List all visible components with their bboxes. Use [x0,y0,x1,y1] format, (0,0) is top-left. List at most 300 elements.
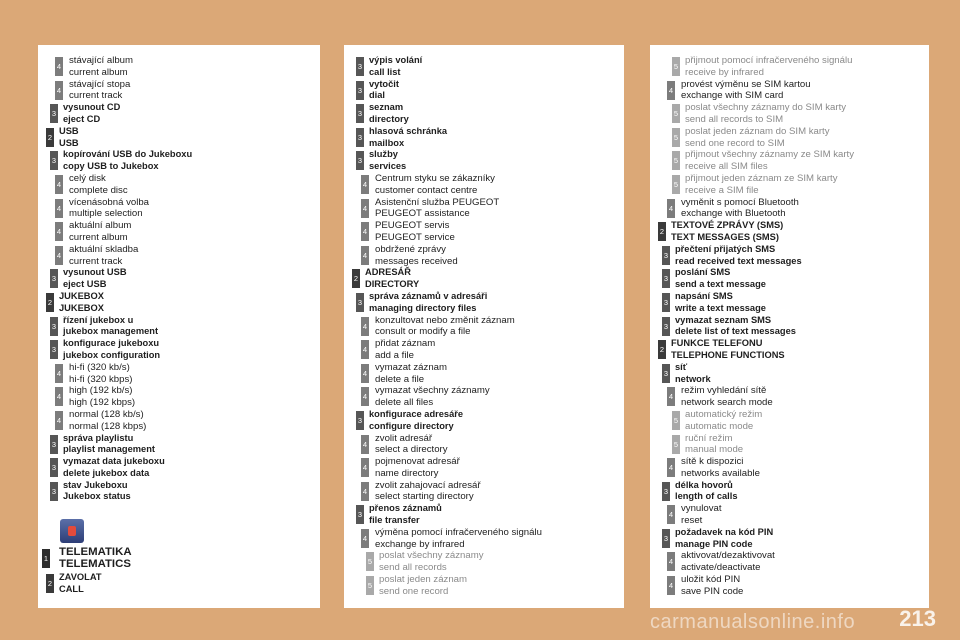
level-badge: 5 [672,411,680,430]
menu-item-text [69,197,149,221]
menu-item-level-5 [650,409,929,433]
menu-item-label-cz: napsání SMS [675,290,733,301]
menu-item-text [681,456,760,480]
menu-item-text [375,315,515,339]
menu-column-3 [650,45,929,608]
menu-item-label-en: activate/deactivate [681,562,761,574]
menu-item-label-cz: PEUGEOT servis [375,220,450,232]
level-badge: 3 [50,482,58,501]
level-badge: 5 [366,576,374,595]
menu-item-text [59,572,102,596]
menu-item-label-cz: pojmenovat adresář [375,456,460,468]
menu-item-label-en: dial [369,90,386,101]
menu-item-text [69,79,130,103]
menu-item-label-en: automatic mode [685,420,754,432]
menu-item-label-en: consult or modify a file [375,326,471,338]
menu-item-level-4 [650,503,929,527]
menu-item-level-3 [38,102,320,126]
menu-item-label-cz: JUKEBOX [59,290,104,301]
menu-item-text [69,244,138,268]
level-badge: 4 [55,222,63,241]
menu-item-level-3 [38,149,320,173]
menu-item-text [369,503,442,527]
menu-item-label-cz: přijmout jeden záznam ze SIM karty [685,172,838,184]
level-badge: 2 [658,222,666,241]
menu-item-level-4 [344,527,624,551]
menu-item-label-en: services [369,161,407,172]
menu-item-label-en: USB [59,137,79,148]
menu-item-level-4 [344,385,624,409]
menu-item-label-en: send one record to SIM [685,137,785,149]
menu-item-text [675,480,738,504]
menu-item-level-4 [344,197,624,221]
menu-item-level-5 [650,173,929,197]
level-badge: 2 [352,269,360,288]
menu-item-label-cz: automatický režim [685,408,763,420]
level-badge: 5 [672,104,680,123]
menu-item-level-4 [344,315,624,339]
menu-item-text [681,574,743,598]
menu-item-label-cz: hi-fi (320 kb/s) [69,361,130,373]
menu-item-text [369,291,487,315]
menu-item-text [379,550,484,574]
menu-item-level-3 [650,291,929,315]
menu-item-text [375,244,458,268]
level-badge: 2 [658,340,666,359]
level-badge: 3 [50,317,58,336]
menu-item-label-cz: vymazat záznam [375,361,447,373]
level-badge: 3 [50,151,58,170]
level-badge: 3 [662,269,670,288]
menu-item-level-3 [344,291,624,315]
menu-item-label-en: exchange with SIM card [681,90,784,102]
level-badge: 3 [50,435,58,454]
level-badge: 4 [361,340,369,359]
menu-item-text [685,433,743,457]
menu-item-text [671,220,783,244]
menu-item-label-cz: ZAVOLAT [59,572,102,583]
menu-item-label-cz: výpis volání [369,55,423,65]
menu-item-label-en: current track [69,90,123,102]
watermark: carmanualsonline.info [650,611,856,633]
menu-item-label-cz: aktuální album [69,220,132,232]
menu-item-text [675,315,796,339]
menu-item-text [681,503,722,527]
menu-item-text [63,338,160,362]
menu-item-level-2 [38,126,320,150]
menu-item-label-cz: vytočit [369,78,399,89]
menu-item-label-cz: Centrum styku se zákazníky [375,172,495,184]
menu-item-text [681,197,799,221]
menu-item-text [375,527,542,551]
level-badge: 3 [662,246,670,265]
menu-item-text [63,315,158,339]
menu-item-text [369,409,463,433]
level-badge: 5 [672,151,680,170]
menu-item-label-en: networks available [681,467,760,479]
level-badge: 4 [361,482,369,501]
menu-item-label-en: customer contact centre [375,184,478,196]
menu-item-text [685,149,854,173]
menu-item-label-cz: aktivovat/dezaktivovat [681,550,775,562]
menu-item-label-en: delete list of text messages [675,326,796,337]
menu-item-level-4 [344,480,624,504]
menu-item-label-cz: režim vyhledání sítě [681,385,767,397]
menu-item-label-en: current album [69,66,128,78]
menu-item-label-cz: aktuální skladba [69,243,139,255]
menu-item-label-cz: správa záznamů v adresáři [369,290,488,301]
menu-item-text [369,102,409,126]
menu-item-label-en: file transfer [369,515,420,526]
menu-item-label-en: configure directory [369,420,454,431]
menu-item-text [681,550,775,574]
menu-item-label-en: PEUGEOT assistance [375,208,470,220]
menu-item-label-en: TELEMATICS [59,558,131,571]
level-badge: 4 [55,199,63,218]
menu-item-label-cz: seznam [369,102,404,113]
menu-item-text [685,126,830,150]
menu-item-text [375,362,447,386]
menu-item-label-cz: uložit kód PIN [681,574,741,586]
menu-item-label-cz: normal (128 kb/s) [69,408,144,420]
menu-item-level-5 [650,433,929,457]
menu-item-text [369,55,422,79]
menu-item-level-5 [650,126,929,150]
menu-item-text [375,433,448,457]
telematics-icon [60,519,84,543]
menu-item-label-en: managing directory files [369,302,477,313]
menu-item-level-4 [344,173,624,197]
menu-item-text [63,433,155,457]
menu-item-label-en: PEUGEOT service [375,231,455,243]
menu-item-level-4 [38,409,320,433]
menu-item-level-3 [650,480,929,504]
menu-item-label-en: CALL [59,584,84,595]
menu-item-level-4 [38,197,320,221]
level-badge: 4 [361,435,369,454]
level-badge: 4 [667,81,675,100]
level-badge: 3 [662,293,670,312]
menu-item-text [675,291,766,315]
menu-item-label-en: DIRECTORY [365,279,420,290]
menu-item-text [59,126,79,150]
menu-item-text [375,385,490,409]
menu-item-text [59,291,104,315]
menu-item-label-cz: přečtení přijatých SMS [675,243,776,254]
menu-column-1 [38,45,320,608]
menu-item-label-en: jukebox configuration [63,349,161,360]
menu-item-label-en: name directory [375,467,439,479]
level-badge: 5 [672,175,680,194]
menu-item-level-5 [344,550,624,574]
level-badge: 2 [46,128,54,147]
menu-item-label-en: delete a file [375,373,425,385]
menu-item-label-en: jukebox management [63,326,159,337]
menu-item-label-cz: high (192 kb/s) [69,385,133,397]
level-badge: 4 [55,175,63,194]
menu-item-level-3 [650,244,929,268]
menu-item-level-4 [38,220,320,244]
menu-item-label-cz: vysunout USB [63,267,127,278]
menu-item-level-4 [38,244,320,268]
menu-item-label-en: TEXT MESSAGES (SMS) [671,231,779,242]
menu-item-level-2 [650,220,929,244]
level-badge: 5 [672,435,680,454]
menu-item-text [365,267,419,291]
menu-item-label-en: network [675,373,711,384]
level-badge: 3 [50,458,58,477]
menu-item-level-4 [650,385,929,409]
menu-item-label-en: TELEPHONE FUNCTIONS [671,349,785,360]
menu-item-text [63,456,165,480]
menu-item-label-en: send a text message [675,279,766,290]
level-badge: 3 [356,411,364,430]
menu-item-label-cz: ADRESÁŘ [365,267,411,278]
menu-item-label-en: directory [369,113,409,124]
menu-item-label-en: eject CD [63,113,101,124]
level-badge: 3 [356,128,364,147]
menu-item-level-4 [38,79,320,103]
menu-item-level-3 [650,362,929,386]
menu-item-label-en: call list [369,66,401,77]
menu-item-label-cz: vymazat seznam SMS [675,314,772,325]
menu-item-text [375,197,499,221]
menu-item-label-en: mailbox [369,137,405,148]
level-badge: 4 [667,552,675,571]
menu-item-text [69,220,131,244]
level-badge: 2 [46,293,54,312]
level-badge: 3 [662,529,670,548]
menu-item-level-3 [38,338,320,362]
page-number: 213 [899,606,936,631]
menu-item-label-en: send all records to SIM [685,113,784,125]
menu-item-text [69,385,135,409]
menu-column-2 [344,45,624,608]
menu-item-label-en: current track [69,255,123,267]
menu-item-level-3 [38,315,320,339]
menu-item-text [59,547,132,571]
menu-item-label-cz: zvolit zahajovací adresář [375,479,481,491]
menu-tree-list [38,45,320,503]
menu-item-text [375,173,495,197]
menu-item-text [681,385,773,409]
menu-item-label-en: read received text messages [675,255,802,266]
menu-item-level-3 [650,267,929,291]
menu-item-text [375,480,481,504]
menu-item-text [685,173,838,197]
menu-item-label-en: normal (128 kbps) [69,420,147,432]
menu-item-label-cz: vysunout CD [63,102,121,113]
menu-item-label-cz: konfigurace adresáře [369,408,464,419]
menu-item-level-3 [38,480,320,504]
menu-item-text [369,149,406,173]
level-badge: 3 [356,81,364,100]
menu-item-label-cz: služby [369,149,398,160]
menu-item-label-cz: sítě k dispozici [681,456,744,468]
menu-item-level-3 [38,433,320,457]
menu-item-text [369,79,399,103]
menu-item-label-en: delete all files [375,397,434,409]
menu-item-level-4 [38,385,320,409]
menu-tree-list [650,45,929,598]
menu-item-level-2 [650,338,929,362]
menu-item-label-cz: přidat záznam [375,338,436,350]
level-badge: 4 [55,411,63,430]
menu-item-label-cz: zvolit adresář [375,432,433,444]
menu-item-text [675,244,802,268]
level-badge: 4 [667,387,675,406]
menu-item-level-4 [344,244,624,268]
menu-item-text [375,338,435,362]
menu-item-level-3 [344,126,624,150]
level-badge: 5 [366,552,374,571]
menu-item-label-cz: hlasová schránka [369,125,448,136]
level-badge: 4 [667,458,675,477]
menu-item-label-cz: správa playlistu [63,432,134,443]
menu-item-label-cz: vymazat všechny záznamy [375,385,490,397]
menu-item-text [685,409,762,433]
menu-item-level-3 [650,527,929,551]
menu-item-level-4 [650,197,929,221]
menu-item-label-cz: obdržené zprávy [375,243,446,255]
level-badge: 3 [356,505,364,524]
menu-item-label-en: network search mode [681,397,773,409]
menu-item-label-cz: požadavek na kód PIN [675,526,774,537]
level-badge: 4 [361,222,369,241]
menu-item-level-2 [38,291,320,315]
menu-item-text [69,55,133,79]
menu-item-level-4 [344,362,624,386]
menu-item-label-cz: poslat všechny záznamy do SIM karty [685,102,847,114]
menu-item-label-cz: přenos záznamů [369,503,442,514]
menu-item-text [63,149,192,173]
menu-item-level-3 [344,55,624,79]
menu-item-level-4 [650,550,929,574]
level-badge: 4 [667,199,675,218]
menu-item-text [681,79,811,103]
menu-item-label-en: JUKEBOX [59,302,104,313]
menu-item-level-2 [344,267,624,291]
menu-item-text [375,456,460,480]
menu-item-label-cz: vyměnit s pomocí Bluetooth [681,196,799,208]
level-badge: 4 [361,364,369,383]
menu-item-label-cz: stávající stopa [69,78,131,90]
menu-item-level-1 [38,547,320,572]
menu-item-label-en: high (192 kbps) [69,397,136,409]
level-badge: 2 [46,574,54,593]
menu-item-text [379,574,467,598]
menu-item-level-4 [650,79,929,103]
menu-item-label-cz: FUNKCE TELEFONU [671,338,763,349]
menu-item-text [369,126,447,150]
level-badge: 3 [50,340,58,359]
menu-item-label-cz: Asistenční služba PEUGEOT [375,196,500,208]
menu-item-level-4 [38,362,320,386]
menu-item-level-4 [650,456,929,480]
menu-tree-list [38,547,320,596]
level-badge: 3 [356,151,364,170]
level-badge: 3 [356,104,364,123]
menu-item-text [63,480,131,504]
level-badge: 3 [662,482,670,501]
menu-item-label-cz: vynulovat [681,503,722,515]
menu-item-label-cz: síť [675,361,688,372]
menu-item-label-en: exchange by infrared [375,538,465,550]
level-badge: 4 [667,576,675,595]
menu-item-label-cz: výměna pomocí infračerveného signálu [375,526,542,538]
level-badge: 4 [361,387,369,406]
menu-item-label-en: select a directory [375,444,448,456]
menu-item-label-en: complete disc [69,184,128,196]
menu-item-text [675,267,766,291]
menu-item-level-3 [344,409,624,433]
menu-item-text [685,55,852,79]
menu-item-label-en: send all records [379,562,447,574]
menu-item-label-cz: USB [59,125,79,136]
menu-item-level-4 [650,574,929,598]
menu-item-label-cz: poslat všechny záznamy [379,550,484,562]
menu-item-label-cz: délka hovorů [675,479,733,490]
menu-item-label-cz: konzultovat nebo změnit záznam [375,314,515,326]
menu-item-level-4 [344,220,624,244]
menu-item-label-en: manual mode [685,444,744,456]
level-badge: 4 [361,458,369,477]
menu-item-level-4 [344,338,624,362]
menu-item-label-en: current album [69,231,128,243]
menu-item-text [375,220,455,244]
menu-item-label-en: length of calls [675,491,738,502]
level-badge: 4 [361,175,369,194]
menu-item-level-3 [344,79,624,103]
level-badge: 1 [42,549,50,568]
level-badge: 4 [361,246,369,265]
level-badge: 3 [356,293,364,312]
menu-item-label-en: manage PIN code [675,538,753,549]
menu-item-text [675,362,711,386]
menu-item-label-en: select starting directory [375,491,474,503]
level-badge: 5 [672,57,680,76]
menu-item-label-cz: ruční režim [685,432,733,444]
menu-item-label-en: exchange with Bluetooth [681,208,786,220]
menu-item-label-en: write a text message [675,302,766,313]
menu-item-text [675,527,773,551]
menu-item-label-en: receive all SIM files [685,161,768,173]
level-badge: 4 [361,317,369,336]
menu-item-level-3 [38,267,320,291]
menu-item-text [69,409,146,433]
menu-item-label-cz: poslání SMS [675,267,731,278]
menu-item-label-cz: kopírování USB do Jukeboxu [63,149,193,160]
level-badge: 4 [55,364,63,383]
menu-item-level-5 [650,55,929,79]
level-badge: 4 [361,529,369,548]
menu-item-level-2 [38,572,320,596]
level-badge: 4 [55,81,63,100]
menu-item-label-en: reset [681,515,703,527]
menu-item-label-en: playlist management [63,444,155,455]
menu-item-label-cz: řízení jukebox u [63,314,134,325]
level-badge: 4 [667,505,675,524]
menu-item-label-cz: poslat jeden záznam do SIM karty [685,125,830,137]
menu-item-label-cz: celý disk [69,172,106,184]
level-badge: 4 [55,387,63,406]
menu-item-label-en: send one record [379,585,449,597]
menu-item-text [69,362,132,386]
menu-item-label-en: receive a SIM file [685,184,759,196]
menu-item-label-cz: vymazat data jukeboxu [63,456,165,467]
menu-item-label-en: save PIN code [681,585,744,597]
menu-item-level-4 [38,55,320,79]
